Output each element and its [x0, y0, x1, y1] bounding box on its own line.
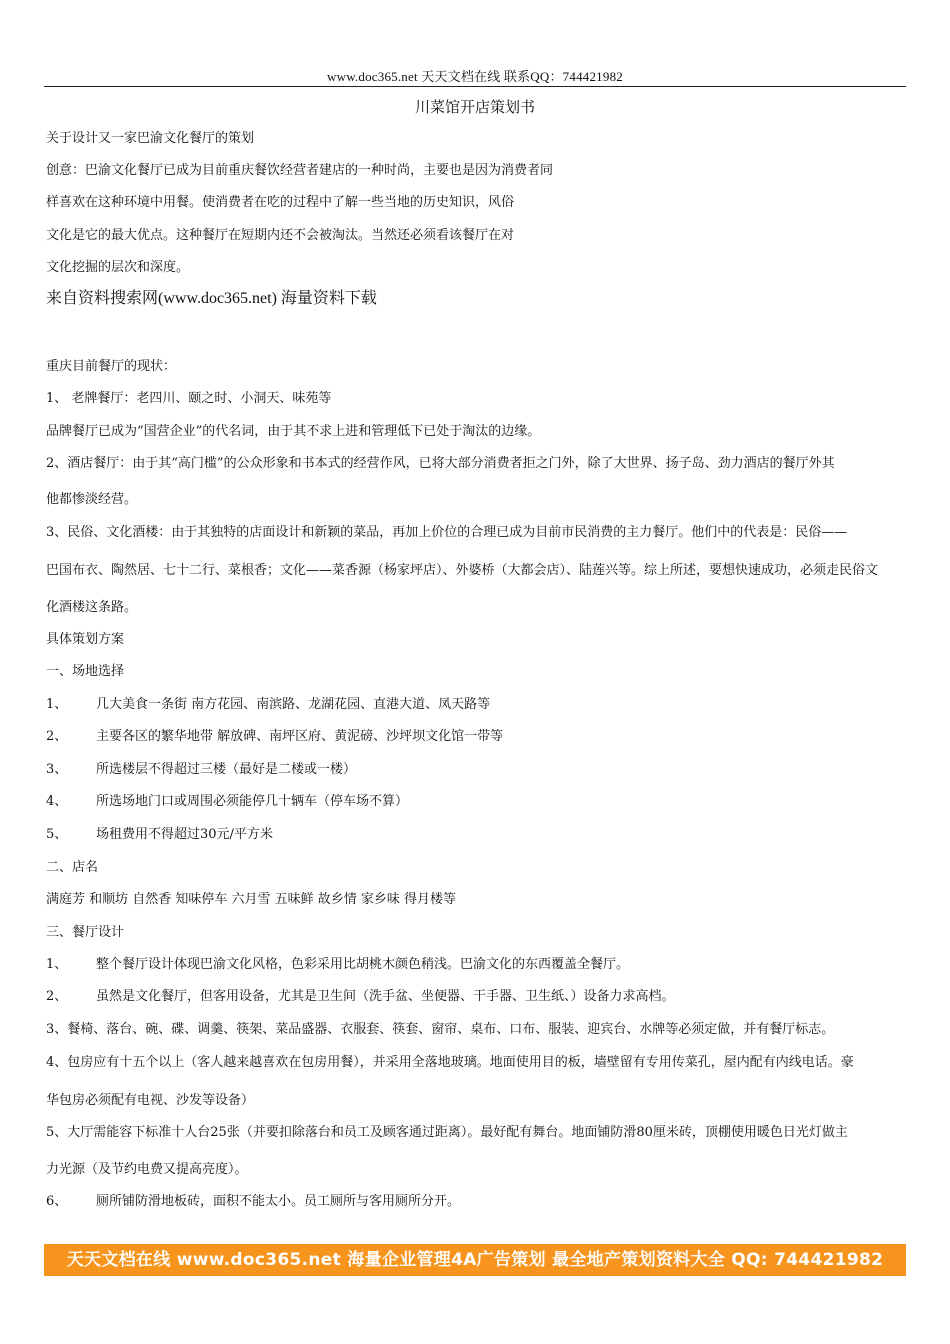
site-item-number: 4、	[46, 794, 68, 809]
status-item-2-line-1: 2、酒店餐厅：由于其“高门槛”的公众形象和书本式的经营作风，已将大部分消费者拒之门外，除了大世界、扬子岛、劲力酒店的餐厅外其	[46, 456, 835, 471]
status-item-3-line-1: 3、民俗、文化酒楼：由于其独特的店面设计和新颖的菜品，再加上价位的合理已成为目前市民消费的主力餐厅。他们中的代表是：民俗——	[46, 525, 848, 540]
intro-line-1: 创意：巴渝文化餐厅已成为目前重庆餐饮经营者建店的一种时尚，主要也是因为消费者同	[46, 163, 554, 178]
header-divider	[44, 86, 906, 87]
document-title: 川菜馆开店策划书	[414, 98, 535, 116]
design-item-5-line-1: 5、大厅需能容下标准十人台25张（并要扣除落台和员工及顾客通过距离）。最好配有舞台。地面铺防滑80厘米砖，顶棚使用暖色日光灯做主	[46, 1125, 848, 1140]
source-line: 来自资料搜索网(www.doc365.net) 海量资料下载	[46, 290, 377, 307]
page-header: www.doc365.net 天天文档在线 联系QQ：744421982	[327, 69, 623, 84]
design-item-5-line-2: 力光源（及节约电费又提高亮度）。	[46, 1162, 248, 1177]
design-item-text: 厕所铺防滑地板砖，面积不能太小。员工厕所与客用厕所分开。	[96, 1194, 461, 1209]
status-item-3-line-3: 化酒楼这条路。	[46, 600, 138, 615]
site-item-number: 3、	[46, 762, 68, 777]
design-item-number: 1、	[46, 957, 68, 972]
design-item-text: 整个餐厅设计体现巴渝文化风格，色彩采用比胡桃木颜色稍浅。巴渝文化的东西覆盖全餐厅。	[96, 957, 630, 972]
site-item	[46, 794, 408, 810]
site-item-number: 2、	[46, 729, 68, 744]
site-item-text: 几大美食一条街 南方花园、南滨路、龙湖花园、直港大道、凤天路等	[96, 697, 491, 712]
status-heading: 重庆目前餐厅的现状：	[46, 359, 177, 374]
site-item	[46, 697, 490, 713]
site-item	[46, 827, 273, 843]
intro-subtitle: 关于设计又一家巴渝文化餐厅的策划	[46, 131, 255, 146]
intro-line-3: 文化是它的最大优点。这种餐厅在短期内还不会被淘汰。当然还必须看该餐厅在对	[46, 228, 515, 243]
status-item-1-desc: 品牌餐厅已成为“国营企业”的代名词，由于其不求上进和管理低下已处于淘汰的边缘。	[46, 424, 541, 439]
design-item-number: 2、	[46, 989, 68, 1004]
status-item-1: 1、 老牌餐厅：老四川、颐之时、小洞天、味苑等	[46, 391, 332, 406]
status-item-2-line-2: 他都惨淡经营。	[46, 492, 138, 507]
site-item-text: 所选场地门口或周围必须能停几十辆车（停车场不算）	[96, 794, 409, 809]
design-heading: 三、餐厅设计	[46, 925, 125, 940]
site-item	[46, 729, 503, 745]
design-item-3: 3、餐椅、落台、碗、碟、调羹、筷架、菜品盛器、衣服套、筷套、窗帘、桌布、口布、服装、迎宾台、水牌等必须定做，并有餐厅标志。	[46, 1022, 835, 1037]
intro-line-4: 文化挖掘的层次和深度。	[46, 260, 190, 275]
site-item-number: 5、	[46, 827, 68, 842]
status-item-3-line-2: 巴国布衣、陶然居、七十二行、菜根香；文化——菜香源（杨家坪店）、外婆桥（大都会店）、陆莲兴等。综上所述，要想快速成功，必须走民俗文	[46, 563, 879, 578]
name-list: 满庭芳 和顺坊 自然香 知味停车 六月雪 五味鲜 故乡情 家乡味 得月楼等	[46, 892, 457, 907]
intro-line-2: 样喜欢在这种环境中用餐。使消费者在吃的过程中了解一些当地的历史知识，风俗	[46, 195, 515, 210]
design-item-number: 6、	[46, 1194, 68, 1209]
site-item-text: 主要各区的繁华地带 解放碑、南坪区府、黄泥磅、沙坪坝文化馆一带等	[96, 729, 504, 744]
site-item-text: 场租费用不得超过30元/平方米	[96, 827, 273, 842]
design-item-4-line-1: 4、包房应有十五个以上（客人越来越喜欢在包房用餐），并采用全落地玻璃。地面使用目的板，墙壁留有专用传菜孔，屋内配有内线电话。豪	[46, 1055, 854, 1070]
design-item-4-line-2: 华包房必须配有电视、沙发等设备）	[46, 1093, 255, 1108]
site-heading: 一、场地选择	[46, 664, 125, 679]
design-item-6	[46, 1194, 460, 1210]
site-item-number: 1、	[46, 697, 68, 712]
footer-banner: 天天文档在线 www.doc365.net 海量企业管理4A广告策划 最全地产策划资料大全 QQ: 744421982	[44, 1244, 906, 1276]
design-item-1	[46, 957, 629, 973]
name-heading: 二、店名	[46, 860, 99, 875]
site-item	[46, 762, 356, 778]
plan-heading: 具体策划方案	[46, 632, 125, 647]
design-item-2	[46, 989, 675, 1005]
site-item-text: 所选楼层不得超过三楼（最好是二楼或一楼）	[96, 762, 357, 777]
design-item-text: 虽然是文化餐厅，但客用设备，尤其是卫生间（洗手盆、坐便器、干手器、卫生纸、）设备力求高档。	[96, 989, 675, 1004]
